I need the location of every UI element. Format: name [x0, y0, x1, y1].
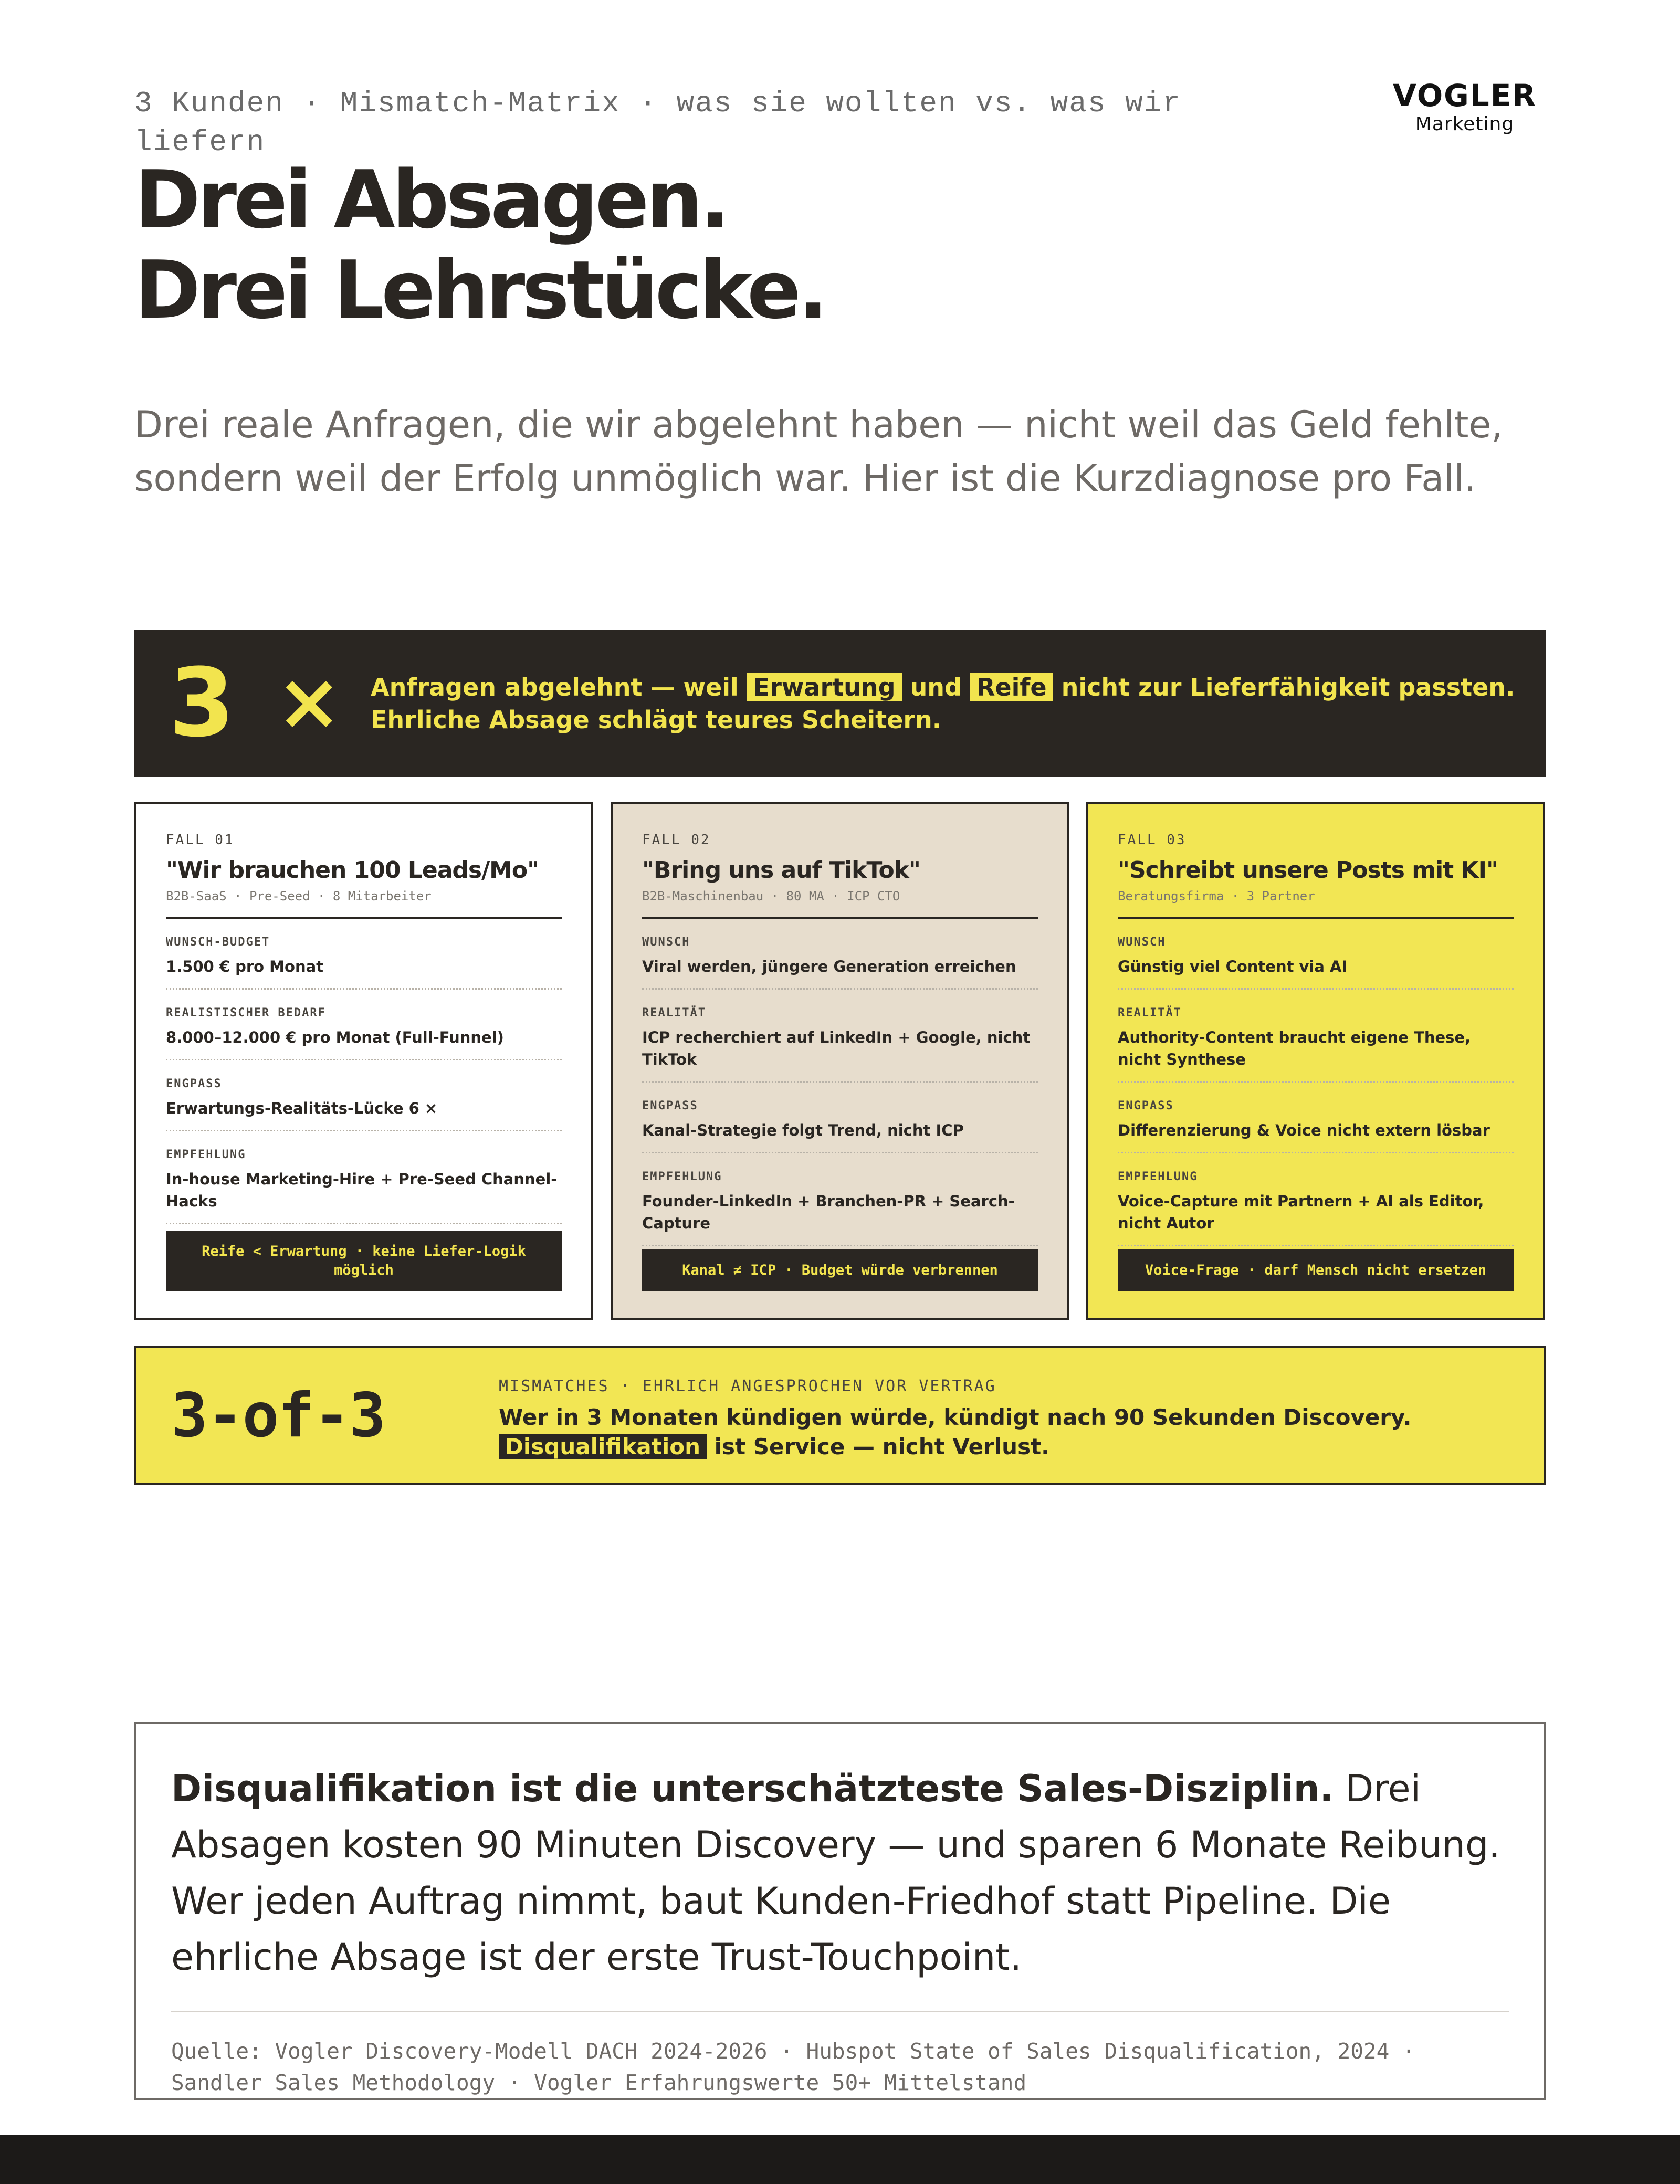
- case-subtitle: Beratungsfirma · 3 Partner: [1118, 887, 1514, 919]
- case-row: [642, 1153, 1038, 1246]
- logo-brand: VOGLER: [1392, 78, 1537, 113]
- banner-text-mid: und: [910, 673, 962, 701]
- case-card-3: [1086, 802, 1545, 1320]
- row-label: WUNSCH: [642, 936, 690, 949]
- banner-text-after: nicht zur Lieferfähigkeit passten. Ehrliche Absage schlägt teures Scheitern.: [371, 673, 1515, 734]
- conclusion-text: [171, 1761, 1515, 1986]
- case-row: [642, 1083, 1038, 1153]
- conclusion-body: Drei Absagen kosten 90 Minuten Discovery — und sparen 6 Monate Reibung. Wer jeden Auftrag nimmt, baut Kunden-Friedhof statt Pipeline. Die ehrliche Absage ist der erste Trust-Touchpoint.: [171, 1767, 1500, 1979]
- mismatch-score: 3-of-3: [171, 1380, 385, 1451]
- case-row: [642, 919, 1038, 990]
- strip-text: [499, 1403, 1517, 1462]
- row-value: 8.000–12.000 € pro Monat (Full-Funnel): [166, 1028, 504, 1046]
- case-row: [166, 1131, 562, 1224]
- row-value: 1.500 € pro Monat: [166, 958, 324, 975]
- title-line-1: Drei Absagen.: [134, 153, 727, 246]
- banner-highlight-erwartung: Erwartung: [747, 673, 902, 701]
- case-card-2: [611, 802, 1069, 1320]
- row-label: EMPFEHLUNG: [642, 1170, 722, 1183]
- case-number: FALL 02: [642, 832, 711, 848]
- row-value: Voice-Capture mit Partnern + AI als Editor, nicht Autor: [1118, 1192, 1484, 1232]
- row-value: Erwartungs-Realitäts-Lücke 6 ×: [166, 1099, 438, 1117]
- case-title: "Schreibt unsere Posts mit KI": [1118, 857, 1498, 884]
- banner-number: 3: [169, 648, 235, 758]
- row-value: Differenzierung & Voice nicht extern lösbar: [1118, 1121, 1490, 1139]
- mismatch-strip: [134, 1346, 1546, 1485]
- case-row: [166, 990, 562, 1060]
- row-label: EMPFEHLUNG: [166, 1148, 246, 1161]
- row-label: ENGPASS: [166, 1077, 222, 1090]
- summary-banner: [134, 630, 1546, 777]
- row-label: ENGPASS: [1118, 1099, 1174, 1112]
- row-label: REALISTISCHER BEDARF: [166, 1006, 326, 1020]
- row-label: WUNSCH-BUDGET: [166, 936, 270, 949]
- strip-text-after: ist Service — nicht Verlust.: [714, 1434, 1050, 1460]
- logo-sub: Marketing: [1415, 113, 1515, 135]
- row-value: Kanal-Strategie folgt Trend, nicht ICP: [642, 1121, 964, 1139]
- title-line-2: Drei Lehrstücke.: [134, 244, 825, 337]
- conclusion-box: [134, 1722, 1546, 2100]
- page-title: [134, 155, 825, 335]
- divider: [171, 2011, 1509, 2012]
- source-note: Quelle: Vogler Discovery-Modell DACH 2024-2026 · Hubspot State of Sales Disqualification, 2024 · Sandler Sales Methodology · Vogler Erfahrungswerte 50+ Mittelstand: [171, 2039, 1415, 2095]
- case-card-1: [134, 802, 593, 1320]
- strip-label: MISMATCHES · EHRLICH ANGESPROCHEN VOR VERTRAG: [499, 1377, 996, 1395]
- footer-bar: [0, 2135, 1680, 2184]
- banner-text-before: Anfragen abgelehnt — weil: [371, 673, 739, 701]
- lede: Drei reale Anfragen, die wir abgelehnt haben — nicht weil das Geld fehlte, sondern weil der Erfolg unmöglich war. Hier ist die Kurzdiagnose pro Fall.: [134, 403, 1503, 500]
- strip-text-before: Wer in 3 Monaten kündigen würde, kündigt nach 90 Sekunden Discovery.: [499, 1404, 1412, 1430]
- case-subtitle: B2B-Maschinenbau · 80 MA · ICP CTO: [642, 887, 1038, 919]
- conclusion-lead: Disqualifikation ist die unterschätzteste Sales-Disziplin.: [171, 1767, 1334, 1810]
- row-label: REALITÄT: [1118, 1006, 1182, 1020]
- logo: [1376, 79, 1554, 136]
- case-row: [1118, 1083, 1514, 1153]
- case-verdict: Voice-Frage · darf Mensch nicht ersetzen: [1118, 1250, 1514, 1292]
- strip-highlight: Disqualifikation: [499, 1434, 707, 1460]
- row-value: Founder-LinkedIn + Branchen-PR + Search-Capture: [642, 1192, 1015, 1232]
- row-label: REALITÄT: [642, 1006, 706, 1020]
- row-value: ICP recherchiert auf LinkedIn + Google, nicht TikTok: [642, 1028, 1031, 1068]
- row-label: EMPFEHLUNG: [1118, 1170, 1198, 1183]
- multiplier-icon: ×: [276, 656, 342, 748]
- banner-highlight-reife: Reife: [970, 673, 1053, 701]
- banner-text: [371, 671, 1526, 736]
- row-value: Viral werden, jüngere Generation erreichen: [642, 958, 1016, 975]
- case-subtitle: B2B-SaaS · Pre-Seed · 8 Mitarbeiter: [166, 887, 562, 919]
- case-number: FALL 01: [166, 832, 235, 848]
- row-value: Günstig viel Content via AI: [1118, 958, 1348, 975]
- case-title: "Wir brauchen 100 Leads/Mo": [166, 857, 539, 884]
- case-row: [166, 1060, 562, 1131]
- row-value: In-house Marketing-Hire + Pre-Seed Channel-Hacks: [166, 1170, 558, 1210]
- case-title: "Bring uns auf TikTok": [642, 857, 920, 884]
- case-row: [1118, 919, 1514, 990]
- case-verdict: Kanal ≠ ICP · Budget würde verbrennen: [642, 1250, 1038, 1292]
- row-label: WUNSCH: [1118, 936, 1166, 949]
- case-row: [642, 990, 1038, 1083]
- case-row: [166, 919, 562, 990]
- case-row: [1118, 990, 1514, 1083]
- kicker: 3 Kunden · Mismatch-Matrix · was sie wollten vs. was wir liefern: [134, 87, 1181, 159]
- case-number: FALL 03: [1118, 832, 1186, 848]
- row-value: Authority-Content braucht eigene These, nicht Synthese: [1118, 1028, 1471, 1068]
- case-verdict: Reife < Erwartung · keine Liefer-Logik möglich: [166, 1231, 562, 1292]
- case-row: [1118, 1153, 1514, 1246]
- row-label: ENGPASS: [642, 1099, 698, 1112]
